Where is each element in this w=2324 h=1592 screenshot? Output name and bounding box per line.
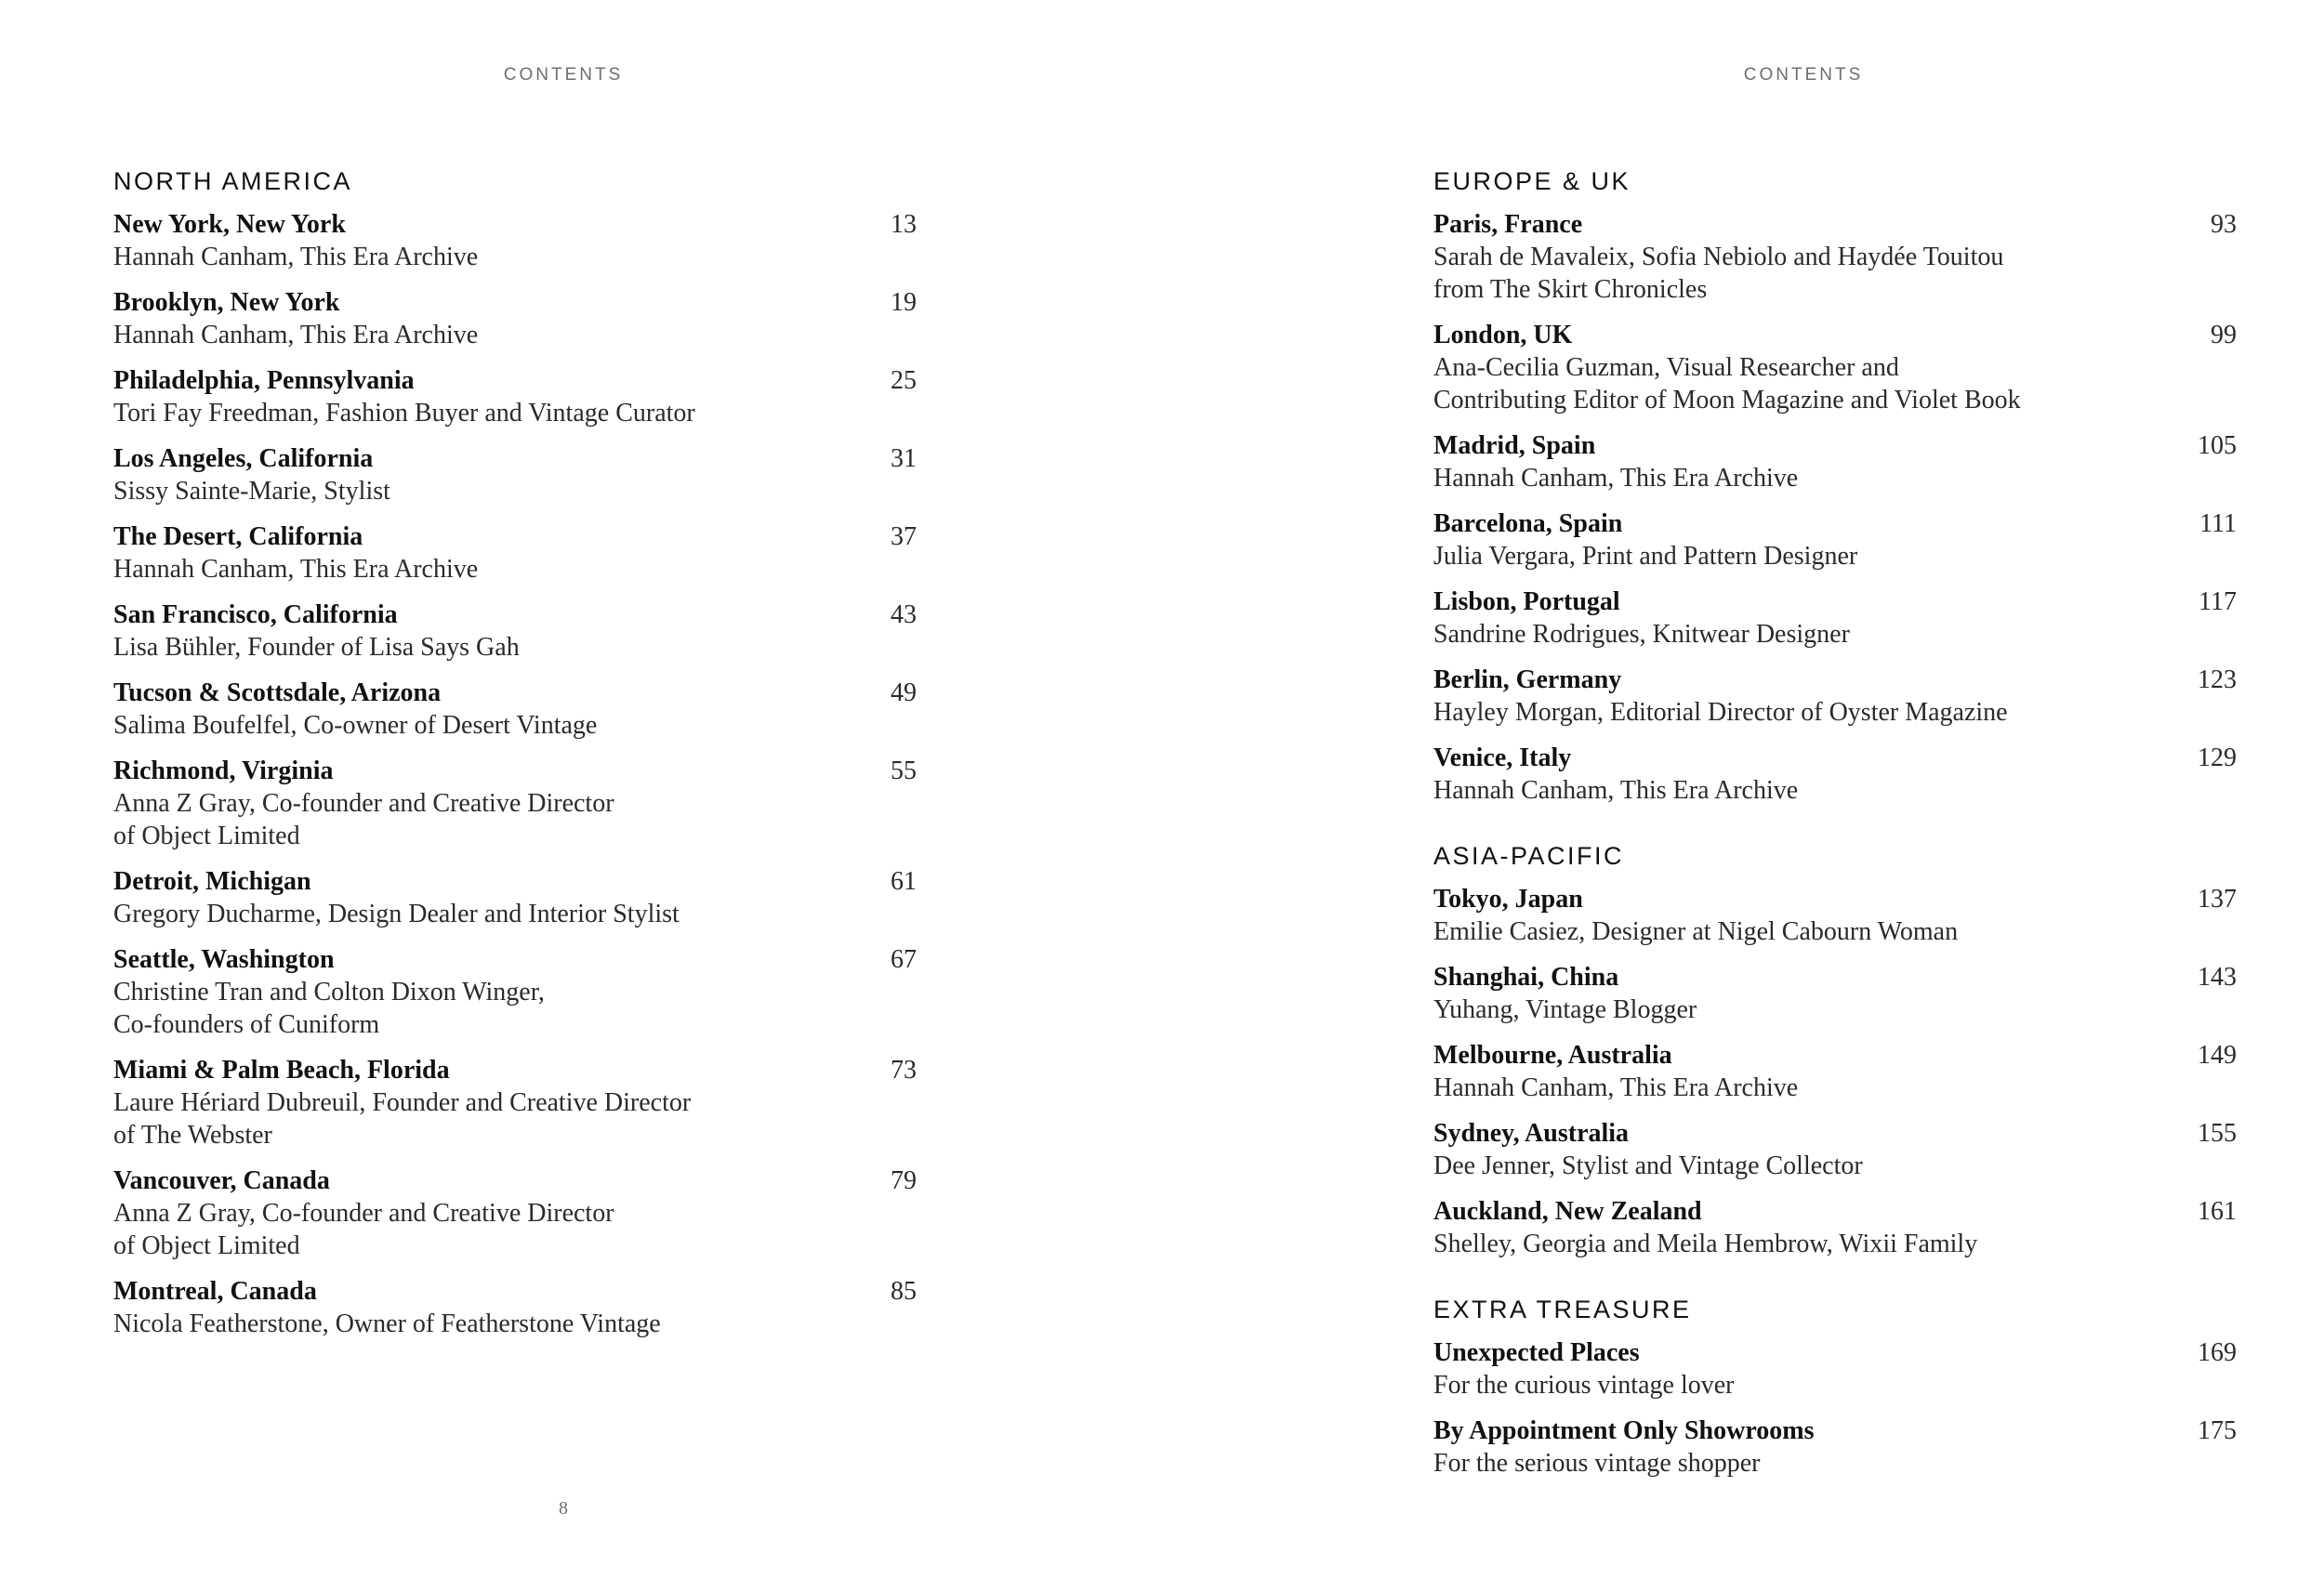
entry-page-number: 49 xyxy=(891,678,917,707)
entry-place: Barcelona, Spain xyxy=(1433,509,1623,538)
entry-description: Hannah Canham, This Era Archive xyxy=(1433,1073,1799,1102)
toc-section xyxy=(113,165,917,1340)
entry-place: Paris, France xyxy=(1433,210,1583,239)
toc-entry xyxy=(1433,961,2237,1026)
entry-description: Hannah Canham, This Era Archive xyxy=(113,555,479,584)
entry-page-number: 105 xyxy=(2198,431,2237,460)
entry-page-number: 61 xyxy=(891,867,917,896)
entry-description: Gregory Ducharme, Design Dealer and Interior Stylist xyxy=(113,900,680,928)
entry-page-number: 13 xyxy=(891,210,917,239)
entry-place: Detroit, Michigan xyxy=(113,867,311,896)
entry-place: Philadelphia, Pennsylvania xyxy=(113,366,415,395)
entry-description: Shelley, Georgia and Meila Hembrow, Wixii Family xyxy=(1433,1230,1978,1258)
entry-place: Seattle, Washington xyxy=(113,945,335,974)
entry-description: Emilie Casiez, Designer at Nigel Cabourn Woman xyxy=(1433,917,1959,946)
entry-page-number: 55 xyxy=(891,757,917,785)
section-heading: NORTH AMERICA xyxy=(113,167,353,195)
entry-place: Sydney, Australia xyxy=(1433,1119,1630,1148)
toc-entry xyxy=(1433,664,2237,729)
running-head: CONTENTS xyxy=(1743,65,1864,85)
toc-entry xyxy=(1433,1336,2237,1401)
entry-place: London, UK xyxy=(1433,321,1573,349)
toc-entry xyxy=(113,1164,917,1262)
toc-entry xyxy=(1433,1039,2237,1104)
entry-place: New York, New York xyxy=(113,210,346,239)
toc-entry xyxy=(113,943,917,1041)
entry-place: By Appointment Only Showrooms xyxy=(1433,1416,1815,1445)
toc-entry xyxy=(113,364,917,429)
entry-place: Berlin, Germany xyxy=(1433,665,1622,694)
entry-place: Los Angeles, California xyxy=(113,444,374,473)
toc-entry xyxy=(1433,585,2237,651)
entry-description: Hannah Canham, This Era Archive xyxy=(113,243,479,271)
entry-page-number: 37 xyxy=(891,522,917,551)
entry-description: Dee Jenner, Stylist and Vintage Collector xyxy=(1433,1151,1863,1180)
entry-page-number: 137 xyxy=(2198,885,2237,914)
entry-description: Yuhang, Vintage Blogger xyxy=(1433,995,1697,1024)
entry-page-number: 129 xyxy=(2198,743,2237,772)
entry-page-number: 25 xyxy=(891,366,917,395)
entry-description: Julia Vergara, Print and Pattern Designer xyxy=(1433,542,1858,571)
entry-page-number: 73 xyxy=(891,1056,917,1085)
toc-section xyxy=(1433,1294,2237,1480)
entry-description: For the serious vintage shopper xyxy=(1433,1449,1761,1478)
entry-place: Tokyo, Japan xyxy=(1433,885,1583,914)
section-heading: EXTRA TREASURE xyxy=(1433,1296,1692,1323)
entry-place: Vancouver, Canada xyxy=(113,1166,330,1195)
entry-description: Anna Z Gray, Co-founder and Creative Director of Object Limited xyxy=(113,1199,614,1260)
entry-place: Brooklyn, New York xyxy=(113,288,340,317)
entry-description: Nicola Featherstone, Owner of Featherstone Vintage xyxy=(113,1309,661,1338)
toc-entry xyxy=(113,208,917,273)
toc-entry xyxy=(113,677,917,742)
toc-entry xyxy=(1433,1195,2237,1260)
entry-page-number: 161 xyxy=(2198,1197,2237,1226)
entry-description: Hannah Canham, This Era Archive xyxy=(113,321,479,349)
right-page xyxy=(1162,0,2324,1592)
toc-entry xyxy=(113,865,917,930)
page-number: 8 xyxy=(559,1498,568,1519)
entry-page-number: 149 xyxy=(2198,1041,2237,1070)
entry-description: Ana-Cecilia Guzman, Visual Researcher and Contributing Editor of Moon Magazine and Violet Book xyxy=(1433,353,2021,414)
toc-entry xyxy=(1433,507,2237,572)
toc-list xyxy=(1433,165,2237,1493)
entry-description: For the curious vintage lover xyxy=(1433,1371,1735,1400)
toc-entry xyxy=(113,442,917,507)
entry-description: Laure Hériard Dubreuil, Founder and Creative Director of The Webster xyxy=(113,1088,692,1150)
toc-entry xyxy=(1433,1117,2237,1182)
entry-page-number: 155 xyxy=(2198,1119,2237,1148)
entry-page-number: 169 xyxy=(2198,1338,2237,1367)
entry-description: Hannah Canham, This Era Archive xyxy=(1433,776,1799,805)
entry-place: The Desert, California xyxy=(113,522,363,551)
entry-description: Anna Z Gray, Co-founder and Creative Director of Object Limited xyxy=(113,789,614,850)
entry-description: Sarah de Mavaleix, Sofia Nebiolo and Haydée Touitou from The Skirt Chronicles xyxy=(1433,243,2004,304)
entry-place: Melbourne, Australia xyxy=(1433,1041,1672,1070)
entry-place: Auckland, New Zealand xyxy=(1433,1197,1702,1226)
entry-place: Unexpected Places xyxy=(1433,1338,1640,1367)
entry-page-number: 99 xyxy=(2211,321,2237,349)
toc-entry xyxy=(1433,1414,2237,1480)
toc-entry xyxy=(113,520,917,585)
entry-description: Hayley Morgan, Editorial Director of Oyster Magazine xyxy=(1433,698,2008,727)
section-heading: EUROPE & UK xyxy=(1433,167,1631,195)
toc-entry xyxy=(1433,208,2237,306)
entry-description: Tori Fay Freedman, Fashion Buyer and Vintage Curator xyxy=(113,399,695,428)
entry-description: Sissy Sainte-Marie, Stylist xyxy=(113,477,390,506)
entry-page-number: 93 xyxy=(2211,210,2237,239)
entry-place: Miami & Palm Beach, Florida xyxy=(113,1056,450,1085)
entry-page-number: 143 xyxy=(2198,963,2237,992)
entry-page-number: 67 xyxy=(891,945,917,974)
entry-place: Montreal, Canada xyxy=(113,1277,317,1306)
running-head: CONTENTS xyxy=(503,65,624,85)
toc-entry xyxy=(1433,429,2237,494)
entry-description: Lisa Bühler, Founder of Lisa Says Gah xyxy=(113,633,520,662)
entry-description: Salima Boufelfel, Co-owner of Desert Vintage xyxy=(113,711,598,740)
entry-page-number: 111 xyxy=(2199,509,2237,538)
entry-place: Tucson & Scottsdale, Arizona xyxy=(113,678,442,707)
entry-page-number: 175 xyxy=(2198,1416,2237,1445)
toc-entry xyxy=(1433,742,2237,807)
entry-page-number: 85 xyxy=(891,1277,917,1306)
section-heading: ASIA-PACIFIC xyxy=(1433,842,1625,870)
entry-page-number: 79 xyxy=(891,1166,917,1195)
toc-entry xyxy=(113,599,917,664)
entry-place: Richmond, Virginia xyxy=(113,757,334,785)
entry-place: Shanghai, China xyxy=(1433,963,1619,992)
toc-entry xyxy=(113,1054,917,1151)
entry-page-number: 117 xyxy=(2199,587,2237,616)
toc-entry xyxy=(113,755,917,852)
entry-page-number: 19 xyxy=(891,288,917,317)
entry-description: Sandrine Rodrigues, Knitwear Designer xyxy=(1433,620,1850,649)
entry-page-number: 123 xyxy=(2198,665,2237,694)
toc-section xyxy=(1433,165,2237,807)
toc-entry xyxy=(113,286,917,351)
entry-description: Hannah Canham, This Era Archive xyxy=(1433,464,1799,493)
toc-entry xyxy=(113,1275,917,1340)
toc-entry xyxy=(1433,319,2237,416)
entry-place: Venice, Italy xyxy=(1433,743,1572,772)
entry-place: Lisbon, Portugal xyxy=(1433,587,1620,616)
toc-list xyxy=(113,165,917,1353)
entry-place: Madrid, Spain xyxy=(1433,431,1596,460)
entry-description: Christine Tran and Colton Dixon Winger, Co-founders of Cuniform xyxy=(113,978,545,1039)
toc-section xyxy=(1433,840,2237,1260)
entry-place: San Francisco, California xyxy=(113,600,398,629)
entry-page-number: 43 xyxy=(891,600,917,629)
entry-page-number: 31 xyxy=(891,444,917,473)
toc-entry xyxy=(1433,883,2237,948)
